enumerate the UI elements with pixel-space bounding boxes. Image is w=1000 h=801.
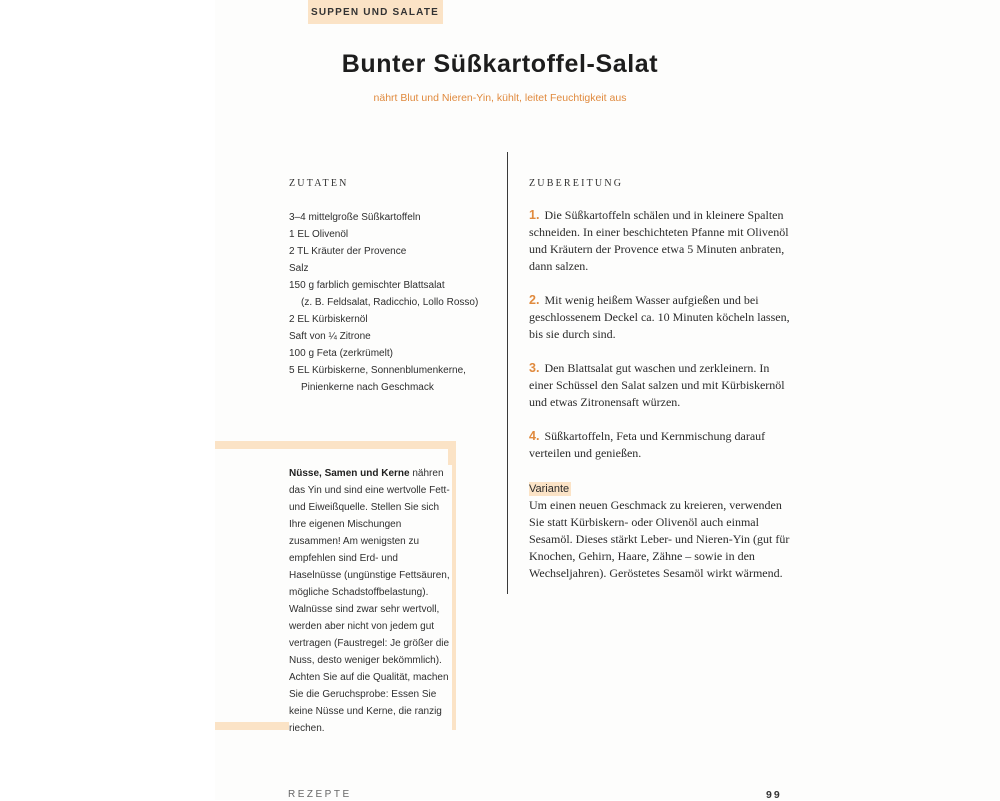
step-text: Süßkartoffeln, Feta und Kernmischung darauf verteilen und genießen.	[529, 429, 766, 460]
step-text: Die Süßkartoffeln schälen und in kleinere Spalten schneiden. In einer beschichteten Pfanne mit Olivenöl und Kräutern der Provence etwa 5 Minuten anbraten, dann salzen.	[529, 208, 789, 273]
page-number: 99	[766, 789, 782, 801]
variant-text: Um einen neuen Geschmack zu kreieren, verwenden Sie statt Kürbiskern- oder Olivenöl auch einmal Sesamöl. Dieses stärkt Leber- und Nieren-Yin (gut für Knochen, Gehirn, Haare, Zähne – sowie in den Wechseljahren). Geröstetes Sesamöl wirkt wärmend.	[529, 498, 790, 580]
tip-box-heading: Nüsse, Samen und Kerne	[289, 468, 410, 479]
step-number: 1.	[529, 208, 540, 222]
step-number: 3.	[529, 361, 540, 375]
ingredient-item: 3–4 mittelgroße Süßkartoffeln	[289, 212, 421, 223]
preparation-heading: ZUBEREITUNG	[529, 178, 624, 189]
column-divider	[507, 152, 508, 594]
variant-label: Variante	[529, 483, 570, 495]
step	[529, 360, 791, 411]
ingredient-item: 1 EL Olivenöl	[289, 229, 349, 240]
recipe-subtitle: nährt Blut und Nieren-Yin, kühlt, leitet Feuchtigkeit aus	[373, 92, 627, 104]
step-text: Den Blattsalat gut waschen und zerkleinern. In einer Schüssel den Salat salzen und mit Kürbiskernöl und etwas Zitronensaft würzen.	[529, 361, 785, 409]
ingredients-heading: ZUTATEN	[289, 178, 349, 189]
ingredient-item: 150 g farblich gemischter Blattsalat	[289, 280, 445, 291]
ingredients-list	[289, 209, 499, 396]
ingredient-item: 5 EL Kürbiskerne, Sonnenblumenkerne,	[289, 365, 466, 376]
step-number: 4.	[529, 429, 540, 443]
tip-box	[289, 465, 452, 737]
ingredient-item: Salz	[289, 263, 309, 274]
tip-box-text: nähren das Yin und sind eine wertvolle Fett- und Eiweißquelle. Stellen Sie sich Ihre eigenen Mischungen zusammen! Am wenigsten zu empfehlen sind Erd- und Haselnüsse (ungünstige Fettsäuren, mögliche Schadstoffbelastung). Walnüsse sind zwar sehr wertvoll, werden aber nicht von jedem gut vertragen (Faustregel: Je größer die Nuss, desto weniger bekömmlich). Achten Sie auf die Qualität, machen Sie die Geruchsprobe: Essen Sie keine Nüsse und Kerne, die ranzig riechen.	[289, 468, 450, 734]
footer-section: REZEPTE	[288, 789, 352, 800]
section-tag: SUPPEN UND SALATE	[308, 0, 443, 24]
ingredient-item: Pinienkerne nach Geschmack	[301, 382, 434, 393]
variant-section	[529, 479, 791, 582]
ingredient-item: (z. B. Feldsalat, Radicchio, Lollo Rosso)	[301, 297, 479, 308]
step-number: 2.	[529, 293, 540, 307]
step	[529, 292, 791, 343]
preparation-steps	[529, 207, 791, 582]
step-text: Mit wenig heißem Wasser aufgießen und bei geschlossenem Deckel ca. 10 Minuten köcheln lassen, bis sie durch sind.	[529, 293, 790, 341]
step	[529, 207, 791, 275]
ingredient-item: 2 EL Kürbiskernöl	[289, 314, 368, 325]
step	[529, 428, 791, 462]
ingredient-item: Saft von ¼ Zitrone	[289, 331, 371, 342]
ingredient-item: 2 TL Kräuter der Provence	[289, 246, 407, 257]
ingredient-item: 100 g Feta (zerkrümelt)	[289, 348, 393, 359]
recipe-title: Bunter Süßkartoffel-Salat	[341, 50, 659, 78]
